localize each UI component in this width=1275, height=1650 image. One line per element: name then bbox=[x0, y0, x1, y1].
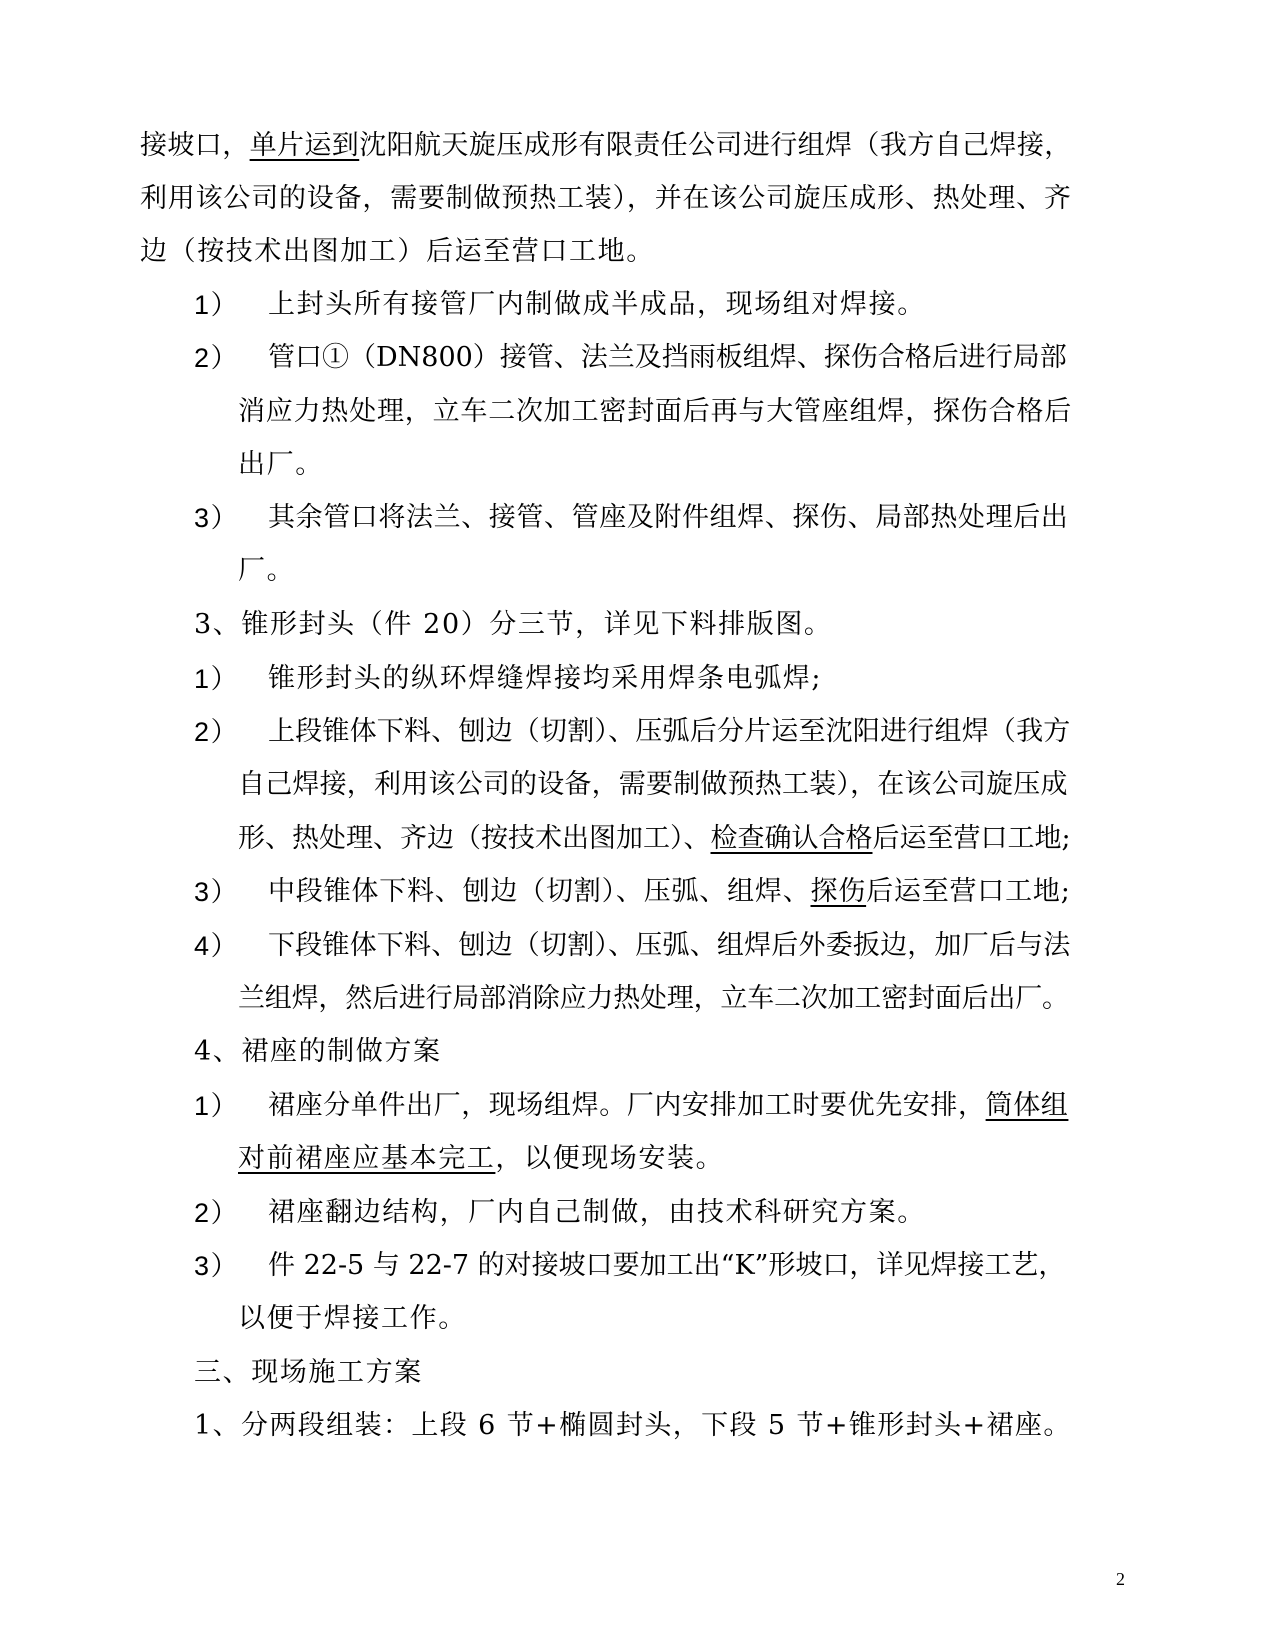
section-heading: 1、分两段组装：上段 6 节+椭圆封头，下段 5 节+锥形封头+裙座。 bbox=[194, 1410, 1072, 1441]
list-item-text: 管口①（DN800）接管、法兰及挡雨板组焊、探伤合格后进行局部 bbox=[268, 342, 1067, 373]
section-heading: 三、现场施工方案 bbox=[194, 1357, 423, 1388]
list-item-text: 件 22-5 与 22-7 的对接坡口要加工出“K”形坡口，详见焊接工艺， bbox=[268, 1250, 1066, 1281]
list-number: 1） bbox=[194, 1091, 240, 1121]
list-item-text: 下段锥体下料、刨边（切割）、压弧、组焊后外委扳边，加厂后与法 bbox=[268, 930, 1071, 961]
underlined-text: 筒体组 bbox=[985, 1090, 1069, 1121]
list-number: 1） bbox=[194, 664, 240, 694]
text-line: 消应力热处理，立车二次加工密封面后再与大管座组焊，探伤合格后 bbox=[238, 396, 1072, 427]
text-line: 兰组焊，然后进行局部消除应力热处理，立车二次加工密封面后出厂。 bbox=[238, 983, 1069, 1014]
list-number: 3） bbox=[194, 1251, 240, 1281]
text-run: 形、热处理、齐边（按技术出图加工）、 bbox=[238, 823, 711, 854]
section-heading: 4、裙座的制做方案 bbox=[194, 1036, 442, 1067]
list-number: 2） bbox=[194, 717, 240, 747]
list-item-text bbox=[268, 874, 1071, 910]
text-line: 以便于焊接工作。 bbox=[238, 1303, 467, 1334]
list-number: 1） bbox=[194, 290, 240, 320]
text-run: 后运至营口工地; bbox=[872, 823, 1071, 854]
list-number: 3） bbox=[194, 877, 240, 907]
text-line bbox=[238, 821, 1071, 857]
text-line bbox=[238, 1141, 724, 1177]
page-number: 2 bbox=[1116, 1569, 1125, 1589]
list-number: 2） bbox=[194, 343, 240, 373]
list-number: 2） bbox=[194, 1198, 240, 1228]
list-item-text: 上封头所有接管厂内制做成半成品，现场组对焊接。 bbox=[268, 289, 926, 320]
text-line bbox=[140, 128, 1072, 164]
text-line: 边（按技术出图加工）后运至营口工地。 bbox=[140, 236, 655, 267]
list-number: 4） bbox=[194, 931, 240, 961]
underlined-text: 检查确认合格 bbox=[710, 823, 873, 854]
text-line: 厂。 bbox=[238, 555, 296, 586]
list-item-text: 锥形封头的纵环焊缝焊接均采用焊条电弧焊; bbox=[268, 663, 823, 694]
text-run: 接坡口， bbox=[140, 130, 250, 161]
text-line: 自己焊接，利用该公司的设备，需要制做预热工装），在该公司旋压成 bbox=[238, 769, 1068, 800]
text-line: 出厂。 bbox=[238, 449, 324, 480]
text-run: 后运至营口工地; bbox=[866, 876, 1071, 907]
underlined-text: 对前裙座应基本完工 bbox=[238, 1143, 496, 1174]
list-item-text: 其余管口将法兰、接管、管座及附件组焊、探伤、局部热处理后出 bbox=[268, 502, 1069, 533]
section-heading: 3、锥形封头（件 20）分三节，详见下料排版图。 bbox=[194, 609, 833, 640]
text-run: 中段锥体下料、刨边（切割）、压弧、组焊、 bbox=[268, 876, 811, 907]
text-run: 沈阳航天旋压成形有限责任公司进行组焊（我方自己焊接， bbox=[359, 130, 1072, 161]
list-number: 3） bbox=[194, 503, 240, 533]
list-item-text bbox=[268, 1088, 1068, 1124]
text-line: 利用该公司的设备，需要制做预热工装），并在该公司旋压成形、热处理、齐 bbox=[140, 183, 1072, 214]
underlined-text: 探伤 bbox=[810, 876, 867, 907]
underlined-text: 单片运到 bbox=[249, 130, 360, 161]
text-run: ，以便现场安装。 bbox=[495, 1143, 725, 1174]
text-run: 裙座分单件出厂，现场组焊。厂内安排加工时要优先安排， bbox=[268, 1090, 986, 1121]
list-item-text: 上段锥体下料、刨边（切割）、压弧后分片运至沈阳进行组焊（我方 bbox=[268, 716, 1071, 747]
list-item-text: 裙座翻边结构，厂内自己制做，由技术科研究方案。 bbox=[268, 1197, 926, 1228]
